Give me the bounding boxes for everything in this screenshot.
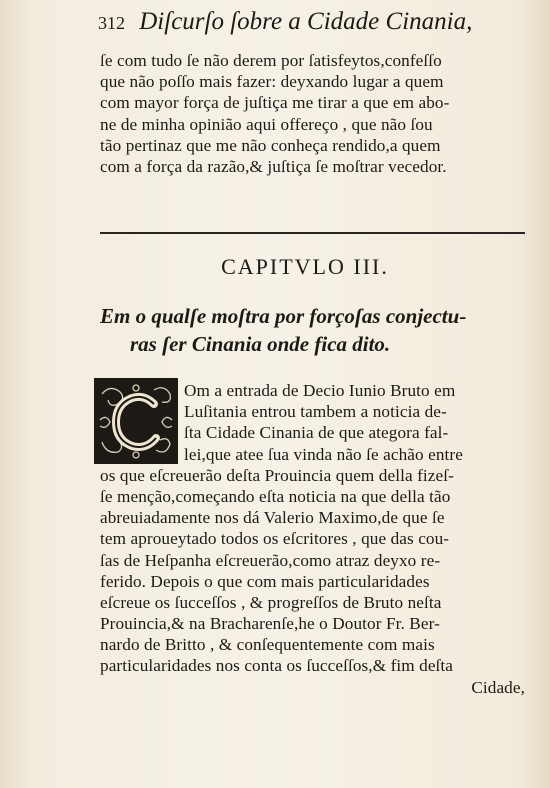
text-line: ne de minha opinião aqui offereço , que não ſou	[100, 114, 433, 134]
catchword: Cidade,	[471, 677, 525, 697]
text-line: ſe menção,começando eſta noticia na que della tão	[100, 486, 451, 506]
subtitle-line: Em o qualſe moſtra por forçoſas conjectu-	[100, 304, 467, 328]
text-line: Luſitania entrou tambem a noticia de-	[184, 402, 447, 422]
text-line: ſe com tudo ſe não derem por ſatisfeytos,confeſſo	[100, 51, 442, 70]
text-line: os que eſcreuerão deſta Prouincia quem della fizeſ-	[100, 465, 454, 485]
paragraph-1	[100, 50, 525, 177]
text-line: com a força da razão,& juſtiça ſe moſtrar vecedor.	[100, 156, 447, 176]
text-line: particularidades nos conta os ſucceſſos,& fim deſta	[100, 656, 454, 676]
text-line: ſta Cidade Cinania de que ategora fal-	[184, 423, 449, 443]
text-line: ſas de Heſpanha eſcreuerão,como atraz deyxo re-	[100, 550, 441, 570]
text-line: abreuiadamente nos dá Valerio Maximo,de que ſe	[100, 508, 445, 528]
text-line: tão pertinaz que me não conheça rendido,a quem	[100, 135, 441, 155]
text-line: Prouincia,& na Bracharenſe,he o Doutor Fr. Ber-	[100, 614, 440, 634]
text-line: tem aproueytado todos os eſcritores , que das cou-	[100, 529, 450, 549]
running-header	[98, 8, 518, 40]
chapter-heading: CAPITVLO III.	[221, 254, 389, 279]
page-number: 312	[98, 13, 125, 33]
running-title: Diſcurſo ſobre a Cidade Cinania,	[139, 8, 473, 35]
text-line: Om a entrada de Decio Iunio Bruto em	[184, 381, 456, 400]
subtitle-line: ras ſer Cinania onde fica dito.	[130, 332, 391, 356]
text-line: que não poſſo mais fazer: deyxando lugar a quem	[100, 72, 444, 92]
text-line: lei,que atee ſua vinda não ſe achão entre	[184, 444, 463, 464]
text-line: com mayor força de juſtiça me tirar a que em abo-	[100, 93, 450, 113]
paragraph-2	[100, 380, 525, 698]
chapter-subtitle	[100, 302, 540, 358]
text-line: eſcreue os ſucceſſos , & progreſſos de Bruto neſta	[100, 592, 442, 612]
text-line: ferido. Depois o que com mais particularidades	[100, 571, 430, 591]
section-divider	[100, 232, 525, 234]
text-line: nardo de Britto , & conſequentemente com mais	[100, 635, 435, 655]
